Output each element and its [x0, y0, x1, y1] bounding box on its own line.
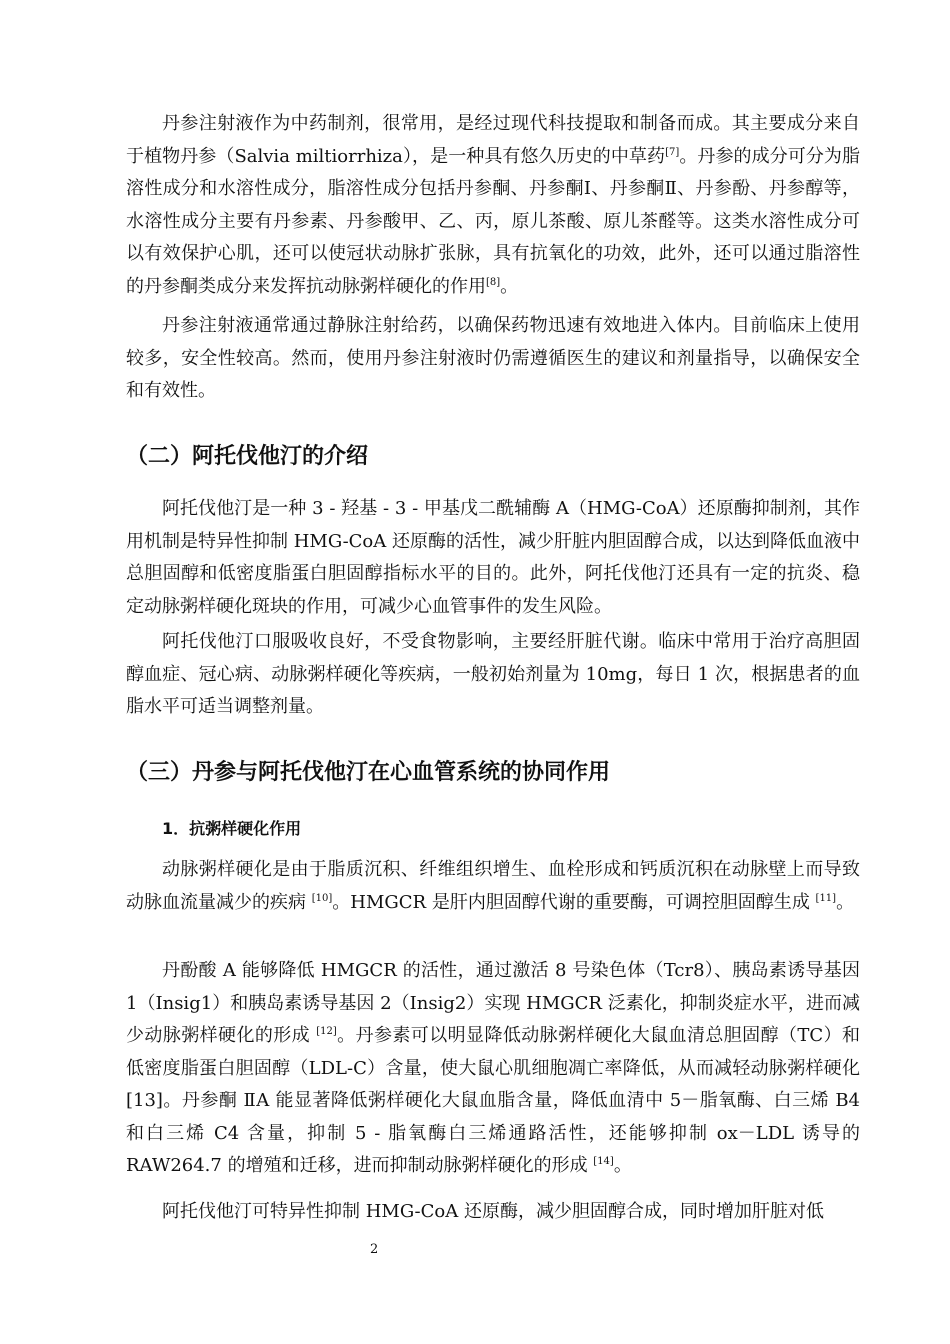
paragraph-atorvastatin-usage [126, 626, 860, 724]
page-number: 2 [370, 1242, 379, 1257]
citation: [11] [815, 892, 837, 904]
paragraph-administration [126, 310, 860, 408]
paragraph-text: 阿托伐他汀是一种 3 - 羟基 - 3 - 甲基戊二酰辅酶 A（HMG-CoA）还原酶抑制剂，其作用机制是特异性抑制 HMG-CoA 还原酶的活性，减少肝脏内胆固醇合成，以达到降低血液中总胆固醇和低密度脂蛋白胆固醇指标水平的目的。此外，阿托伐他汀还具有一定的抗炎、稳定动脉粥样硬化斑块的作用，可减少心血管事件的发生风险。 [126, 498, 860, 617]
paragraph-atherosclerosis [126, 854, 860, 919]
paragraph-atorvastatin-ldl [126, 1196, 860, 1229]
citation: [14] [593, 1156, 614, 1167]
section-heading-synergy: （三）丹参与阿托伐他汀在心血管系统的协同作用 [126, 760, 611, 785]
paragraph-salvianolic-acid [126, 955, 860, 1183]
paragraph-text: 。 [613, 1155, 632, 1176]
paragraph-text: 动脉粥样硬化是由于脂质沉积、纤维组织增生、血栓形成和钙质沉积在动脉壁上而导致动脉血流量减少的疾病 [126, 859, 860, 913]
paragraph-text: 。丹参素可以明显降低动脉粥样硬化大鼠血清总胆固醇（TC）和低密度脂蛋白胆固醇（LDL-C）含量，使大鼠心肌细胞凋亡率降低，从而减轻动脉粥样硬化 [13]。丹参酮 ⅡA 能显著降低粥样硬化大鼠血脂含量，降低血清中 5－脂氧酶、白三烯 B4 和白三烯 C4 含量，抑制 5 - 脂氧酶白三烯通路活性，还能够抑制 ox－LDL 诱导的 RAW264.7 的增殖和迁移，进而抑制动脉粥样硬化的形成 [126, 1025, 860, 1176]
paragraph-text: 。HMGCR 是肝内胆固醇代谢的重要酶，可调控胆固醇生成 [332, 891, 816, 913]
paragraph-text: 。 [836, 891, 855, 913]
citation: [8] [486, 276, 501, 288]
citation: [12] [316, 1026, 337, 1037]
paragraph-text: 。丹参的成分可分为脂溶性成分和水溶性成分，脂溶性成分包括丹参酮、丹参酮Ⅰ、丹参酮Ⅱ、丹参酚、丹参醇等，水溶性成分主要有丹参素、丹参酸甲、乙、丙，原儿茶酸、原儿茶醛等。这类水溶性成分可以有效保护心肌，还可以使冠状动脉扩张脉，具有抗氧化的功效，此外，还可以通过脂溶性的丹参酮类成分来发挥抗动脉粥样硬化的作用 [126, 145, 860, 297]
paragraph-text: 阿托伐他汀可特异性抑制 HMG-CoA 还原酶，减少胆固醇合成，同时增加肝脏对低 [162, 1201, 824, 1222]
paragraph-text: 丹参注射液通常通过静脉注射给药，以确保药物迅速有效地进入体内。目前临床上使用较多，安全性较高。然而，使用丹参注射液时仍需遵循医生的建议和剂量指导，以确保安全和有效性。 [126, 315, 860, 401]
paragraph-danshen-injection [126, 108, 860, 303]
paragraph-text: 。 [500, 275, 519, 297]
paragraph-text: 丹参注射液作为中药制剂，很常用，是经过现代科技提取和制备而成。其主要成分来自于植物丹参（Salvia miltiorrhiza），是一种具有悠久历史的中草药 [126, 113, 860, 167]
section-heading-atorvastatin: （二）阿托伐他汀的介绍 [126, 444, 369, 469]
citation: [7] [665, 146, 680, 158]
paragraph-text: 阿托伐他汀口服吸收良好，不受食物影响，主要经肝脏代谢。临床中常用于治疗高胆固醇血症、冠心病、动脉粥样硬化等疾病，一般初始剂量为 10mg，每日 1 次，根据患者的血脂水平可适当调整剂量。 [126, 631, 860, 717]
paragraph-atorvastatin-mechanism [126, 493, 860, 623]
citation: [10] [311, 892, 333, 904]
paragraph-text: 丹酚酸 A 能够降低 HMGCR 的活性，通过激活 8 号染色体（Tcr8）、胰岛素诱导基因 1（Insig1）和胰岛素诱导基因 2（Insig2）实现 HMGCR 泛素化，抑制炎症水平，进而减少动脉粥样硬化的形成 [126, 960, 860, 1046]
subsection-heading-anti-atherosclerosis: 1．抗粥样硬化作用 [162, 819, 302, 838]
